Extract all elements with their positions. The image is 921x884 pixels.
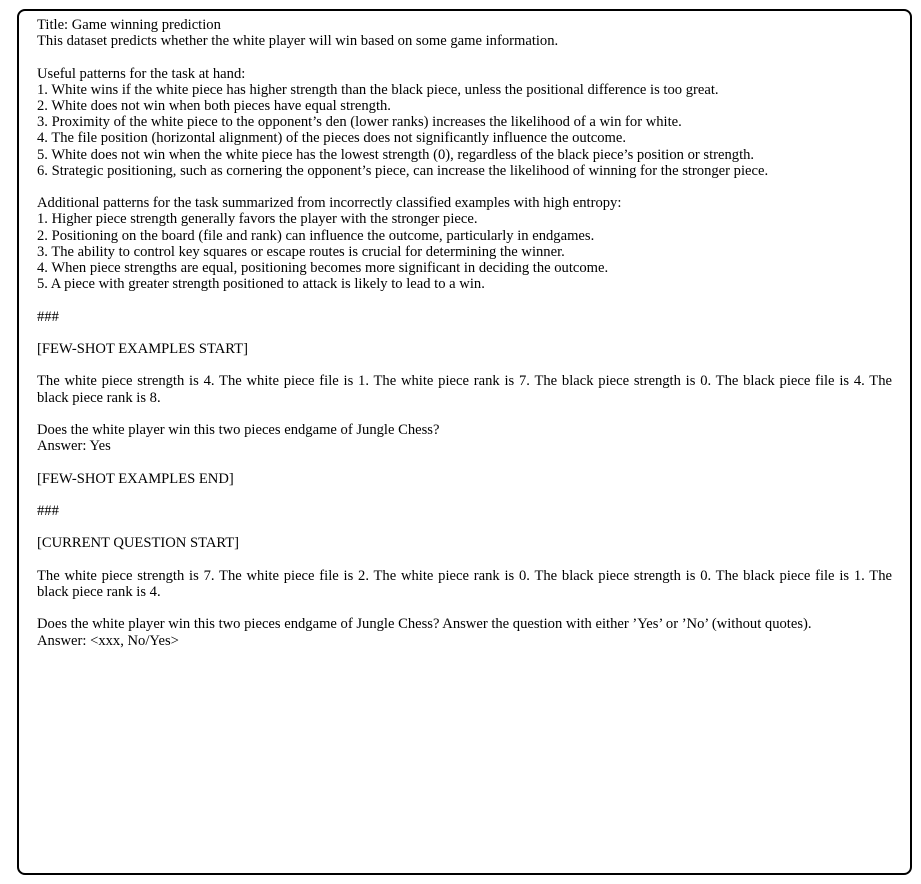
current-answer: Answer: <xxx, No/Yes> — [37, 632, 179, 649]
additional-pattern-item: 5. A piece with greater strength positioned to attack is likely to lead to a win. — [37, 276, 485, 293]
separator: ### — [37, 502, 59, 519]
additional-pattern-item: 3. The ability to control key squares or escape routes is crucial for determining the winner. — [37, 243, 565, 260]
few-shot-question: Does the white player win this two pieces endgame of Jungle Chess? — [37, 421, 440, 438]
description: This dataset predicts whether the white player will win based on some game information. — [37, 33, 559, 50]
current-question: Does the white player win this two pieces endgame of Jungle Chess? Answer the question with either ’Yes’ or ’No’ (without quotes). — [37, 616, 812, 633]
few-shot-example-text: The white piece strength is 4. The white piece file is 1. The white piece rank is 7. The black piece strength is 0. The black piece file is 4. The black piece rank is 8. — [37, 373, 892, 406]
few-shot-answer: Answer: Yes — [37, 438, 111, 455]
current-question-start-marker: [CURRENT QUESTION START] — [37, 535, 239, 552]
useful-pattern-item: 4. The file position (horizontal alignment) of the pieces does not significantly influence the outcome. — [37, 130, 626, 147]
few-shot-end-marker: [FEW-SHOT EXAMPLES END] — [37, 470, 234, 487]
title-line: Title: Game winning prediction — [37, 17, 221, 33]
separator: ### — [37, 308, 59, 325]
useful-patterns-heading: Useful patterns for the task at hand: — [37, 65, 246, 82]
current-example-text: The white piece strength is 7. The white piece file is 2. The white piece rank is 0. The black piece strength is 0. The black piece file is 1. The black piece rank is 4. — [37, 567, 892, 600]
prompt-content — [37, 17, 892, 649]
useful-pattern-item: 5. White does not win when the white piece has the lowest strength (0), regardless of the black piece’s position or strength. — [37, 146, 755, 163]
useful-pattern-item: 2. White does not win when both pieces have equal strength. — [37, 98, 391, 114]
useful-pattern-item: 1. White wins if the white piece has higher strength than the black piece, unless the positional difference is too great. — [37, 81, 719, 98]
additional-pattern-item: 2. Positioning on the board (file and rank) can influence the outcome, particularly in endgames. — [37, 227, 595, 244]
additional-patterns-heading: Additional patterns for the task summarized from incorrectly classified examples with high entropy: — [37, 195, 622, 212]
additional-pattern-item: 4. When piece strengths are equal, positioning becomes more significant in deciding the outcome. — [37, 260, 609, 277]
useful-pattern-item: 6. Strategic positioning, such as cornering the opponent’s piece, can increase the likelihood of winning for the stronger piece. — [37, 162, 769, 179]
additional-pattern-item: 1. Higher piece strength generally favors the player with the stronger piece. — [37, 211, 478, 228]
few-shot-start-marker: [FEW-SHOT EXAMPLES START] — [37, 341, 248, 357]
useful-pattern-item: 3. Proximity of the white piece to the opponent’s den (lower ranks) increases the likelihood of a win for white. — [37, 114, 682, 131]
